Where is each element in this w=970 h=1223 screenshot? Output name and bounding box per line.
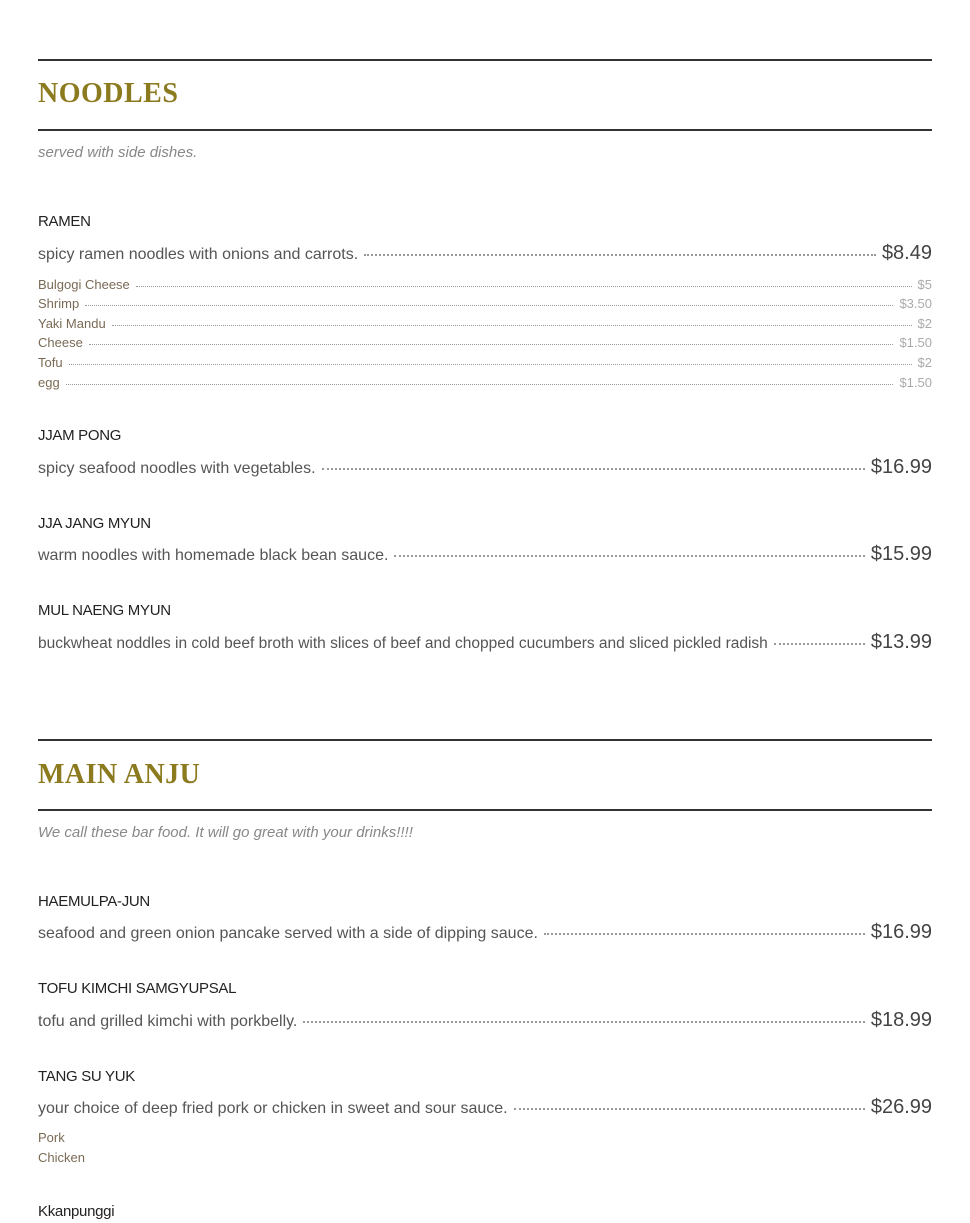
menu-item-name: TOFU KIMCHI SAMGYUPSAL — [38, 980, 237, 997]
option-price: $1.50 — [899, 375, 932, 390]
option-row — [38, 296, 932, 311]
menu-item-name: RAMEN — [38, 213, 91, 230]
menu-item-row — [38, 543, 932, 566]
menu-item-description: spicy seafood noodles with vegetables. — [38, 460, 316, 477]
option-label: Tofu — [38, 355, 63, 370]
menu-item-name: JJA JANG MYUN — [38, 515, 151, 532]
dot-leader — [774, 643, 865, 645]
option-row — [38, 335, 932, 350]
section-top-rule — [38, 739, 932, 741]
menu-item-price: $18.99 — [870, 1009, 932, 1031]
dot-leader — [112, 325, 912, 326]
menu-item-row — [38, 921, 932, 944]
dot-leader — [322, 468, 865, 470]
menu-item-description: tofu and grilled kimchi with porkbelly. — [38, 1013, 298, 1030]
menu-item-description: spicy ramen noodles with onions and carrots. — [38, 246, 359, 263]
section-bottom-rule — [38, 129, 932, 131]
option-row — [38, 355, 932, 370]
option-label: egg — [38, 375, 60, 390]
dot-leader — [69, 364, 912, 365]
option-row — [38, 277, 932, 292]
option-price: $5 — [917, 277, 932, 292]
dot-leader — [364, 254, 876, 256]
menu-item-price: $26.99 — [870, 1096, 932, 1118]
menu-item-row — [38, 631, 932, 654]
option-label: Bulgogi Cheese — [38, 277, 130, 292]
section-title-noodles: NOODLES — [38, 78, 179, 109]
menu-item-row — [38, 242, 932, 265]
dot-leader — [303, 1021, 864, 1023]
menu-item-name: HAEMULPA-JUN — [38, 893, 150, 910]
section-title-main-anju: MAIN ANJU — [38, 759, 201, 790]
dot-leader — [89, 344, 894, 345]
menu-item-name: MUL NAENG MYUN — [38, 602, 171, 619]
dot-leader — [394, 555, 864, 557]
option-price: $3.50 — [899, 296, 932, 311]
dot-leader — [66, 384, 894, 385]
dot-leader — [85, 305, 893, 306]
option-row — [38, 316, 932, 331]
dot-leader — [514, 1108, 865, 1110]
dot-leader — [544, 933, 865, 935]
menu-item-description: your choice of deep fried pork or chicken in sweet and sour sauce. — [38, 1100, 508, 1117]
menu-item-name: Kkanpunggi — [38, 1203, 115, 1220]
menu-item-price: $15.99 — [870, 543, 932, 565]
option-label: Chicken — [38, 1150, 85, 1165]
menu-item-description: warm noodles with homemade black bean sauce. — [38, 547, 389, 564]
menu-item-description: seafood and green onion pancake served with a side of dipping sauce. — [38, 925, 538, 942]
menu-item-name: JJAM PONG — [38, 427, 122, 444]
dot-leader — [136, 286, 912, 287]
option-label: Pork — [38, 1130, 65, 1145]
menu-item-description: buckwheat noddles in cold beef broth with slices of beef and chopped cucumbers and sliced pickled radish — [38, 635, 768, 652]
menu-item-price: $16.99 — [870, 456, 932, 478]
menu-item-name: TANG SU YUK — [38, 1068, 135, 1085]
section-description: served with side dishes. — [38, 144, 198, 161]
section-top-rule — [38, 59, 932, 61]
option-row — [38, 375, 932, 390]
menu-item-price: $16.99 — [870, 921, 932, 943]
section-bottom-rule — [38, 809, 932, 811]
option-label: Yaki Mandu — [38, 316, 106, 331]
option-price: $2 — [917, 355, 932, 370]
option-price: $2 — [917, 316, 932, 331]
option-label: Shrimp — [38, 296, 80, 311]
menu-item-row — [38, 456, 932, 479]
section-description: We call these bar food. It will go great with your drinks!!!! — [38, 824, 413, 841]
option-price: $1.50 — [899, 335, 932, 350]
menu-item-price: $13.99 — [870, 631, 932, 653]
menu-item-price: $8.49 — [881, 242, 932, 264]
option-label: Cheese — [38, 335, 83, 350]
menu-item-row — [38, 1009, 932, 1032]
menu-item-row — [38, 1096, 932, 1119]
